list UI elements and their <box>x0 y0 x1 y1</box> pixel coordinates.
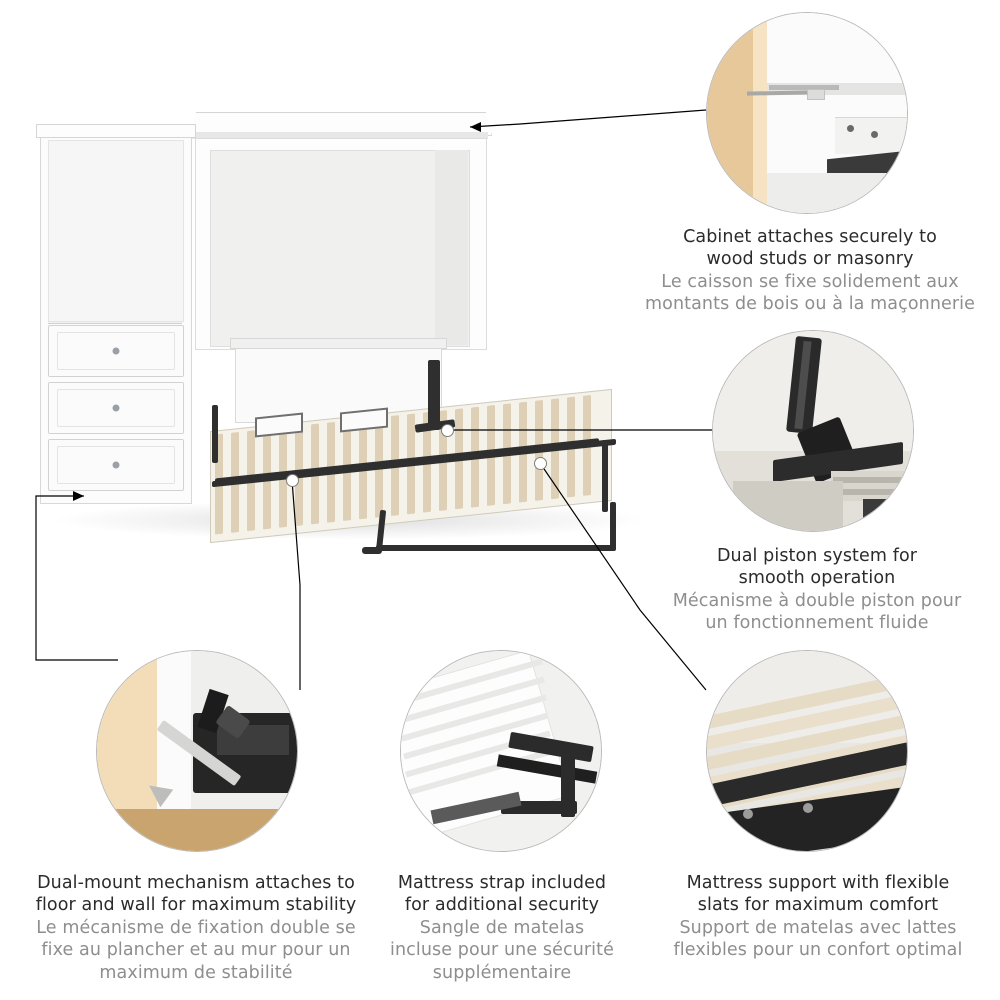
caption-mattress-strap <box>382 872 622 984</box>
caption-en-line: slats for maximum comfort <box>697 895 939 916</box>
caption-fr-line: un fonctionnement fluide <box>705 613 929 634</box>
caption-fr-line: maximum de stabilité <box>99 962 293 983</box>
caption-mattress-support <box>650 872 986 962</box>
drawer-knob-icon <box>113 462 120 469</box>
caption-fr-line: supplémentaire <box>432 962 572 983</box>
caption-en-line: wood studs or masonry <box>706 249 914 270</box>
caption-fr-line: fixe au plancher et au mur pour un <box>41 940 351 961</box>
caption-en-line: Dual piston system for <box>716 546 918 566</box>
caption-fr-line: Le mécanisme de fixation double se <box>36 917 356 938</box>
caption-fr-line: incluse pour une sécurité <box>390 940 614 961</box>
caption-cabinet-attachment <box>630 226 990 316</box>
marker-strap <box>286 474 299 487</box>
drawer-knob-icon <box>113 405 120 412</box>
caption-fr-line: Support de matelas avec lattes <box>679 917 957 938</box>
caption-en-line: smooth operation <box>738 568 896 589</box>
caption-fr-line: flexibles pour un confort optimal <box>673 940 963 961</box>
marker-piston <box>441 424 454 437</box>
caption-fr-line: Le caisson se fixe solidement aux <box>661 271 959 292</box>
caption-fr-line: Mécanisme à double piston pour <box>672 590 962 611</box>
caption-en-line: Mattress strap included <box>397 873 607 893</box>
callout-mattress-strap <box>400 650 602 852</box>
caption-fr-line: Sangle de matelas <box>419 917 585 938</box>
caption-en-line: Mattress support with flexible <box>686 873 950 893</box>
callout-dual-piston <box>712 330 914 532</box>
callout-cabinet-attachment <box>706 12 908 214</box>
caption-en-line: floor and wall for maximum stability <box>35 895 357 916</box>
caption-fr-line: montants de bois ou à la maçonnerie <box>644 294 976 315</box>
caption-en-line: for additional security <box>404 895 600 916</box>
marker-slats <box>534 457 547 470</box>
caption-en-line: Cabinet attaches securely to <box>683 227 937 247</box>
callout-mattress-support <box>706 650 908 852</box>
caption-dual-mount <box>18 872 374 984</box>
caption-en-line: Dual-mount mechanism attaches to <box>37 873 355 893</box>
caption-dual-piston <box>652 545 982 635</box>
drawer-knob-icon <box>113 348 120 355</box>
callout-dual-mount <box>96 650 298 852</box>
